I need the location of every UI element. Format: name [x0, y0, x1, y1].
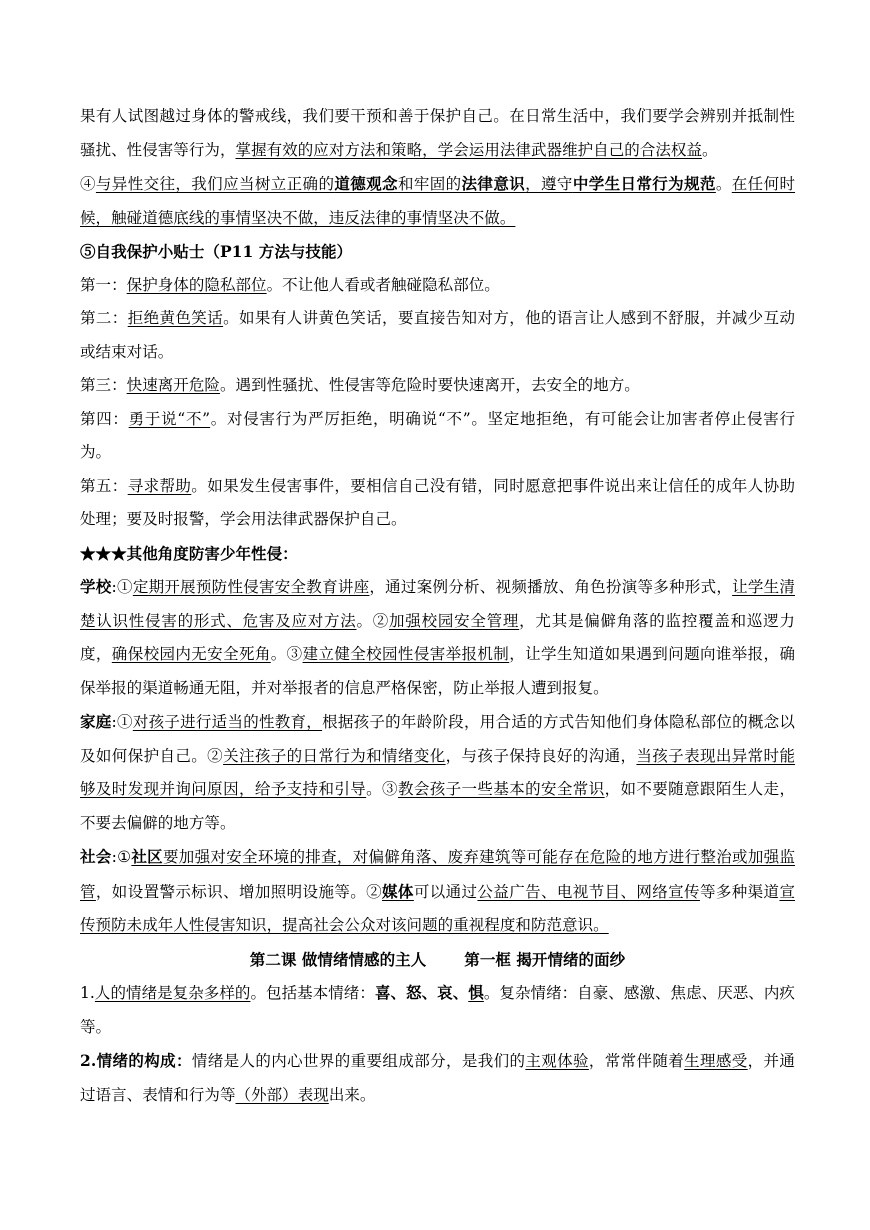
text: ，与孩子保持良好的沟通，	[445, 746, 637, 765]
text: ，如不要随意跟陌生人走，不要去偏僻的地方等。	[80, 780, 795, 832]
school-paragraph	[80, 570, 795, 705]
point-emotion-composition	[80, 1044, 795, 1112]
tip-item	[80, 403, 795, 470]
tip-key: 保护身体的隐私部位	[126, 275, 267, 294]
lesson-heading	[80, 943, 795, 977]
tip-key: 拒绝黄色笑话	[127, 309, 224, 327]
item-number: ①	[116, 713, 133, 731]
text: ，常常伴随着	[588, 1052, 685, 1070]
text: ，并通过语言、表情和行为等	[80, 1052, 795, 1104]
tip-label: 第五：	[80, 476, 128, 495]
item-number: ①	[116, 848, 132, 866]
text: 。	[715, 175, 732, 193]
tip-label: 第三：	[80, 376, 127, 394]
item-number: 1.	[80, 984, 95, 1002]
point-label: 2.情绪的构成：	[80, 1051, 192, 1070]
tip-text: 。遇到性骚扰、性侵害等危险时要快速离开，去安全的地方。	[219, 376, 640, 394]
key-point: 确保校园内无安全死角	[111, 645, 271, 663]
tip-label: 第一：	[80, 275, 127, 294]
key-term: 道德观念	[334, 174, 398, 193]
key-point: （外部）表现	[235, 1085, 329, 1104]
key-point: 生理感受	[684, 1052, 748, 1070]
text: ，通过案例分析、视频播放、角色扮演等多种形式，	[369, 578, 733, 596]
text: 。	[702, 140, 718, 159]
key-point: 人的情绪是复杂多样的	[94, 984, 251, 1002]
key-term: 中学生日常行为规范	[572, 174, 716, 193]
key-point: 宣传预防未成年人性侵害知识，提高社会公众对该问题的重视程度和防范意识。	[80, 882, 796, 934]
section-label: 家庭	[80, 712, 112, 731]
tip-text: 。对侵害行为严厉拒绝，明确说“不”。坚定地拒绝，有可能会让加害者停止侵害行为。	[80, 409, 795, 461]
key-point: 与异性交往，我们应当树立正确的	[95, 175, 335, 193]
key-term: 社区	[131, 847, 163, 866]
key-point: 建立健全校园性侵害举报机制	[302, 645, 510, 663]
tip-item	[80, 302, 795, 369]
text: 情绪是人的内心世界的重要组成部分，是我们的	[191, 1052, 526, 1070]
lesson-title: 第二课 做情绪情感的主人	[249, 949, 427, 969]
text: 。③	[366, 780, 398, 798]
key-term: 法律意识	[461, 174, 526, 193]
society-paragraph	[80, 840, 795, 943]
family-paragraph	[80, 705, 795, 840]
tip-text: 。如果发生侵害事件，要相信自己没有错，同时愿意把事件说出来让信任的成年人协助处理；要及时报警，学会用法律武器保护自己。	[80, 476, 796, 528]
text: ，让学生知道如果遇到问题向谁举报，确保举报的渠道畅通无阻，并对举报者的信息严格保密，防止举报人遭到报复。	[80, 645, 795, 697]
key-point: ，遵守	[525, 175, 573, 193]
text: :	[111, 848, 117, 866]
paragraph-opposite-sex	[80, 167, 795, 235]
point-emotions-diverse	[80, 976, 795, 1044]
key-point: 教会孩子一些基本的安全常识	[397, 780, 605, 798]
document-page	[80, 100, 795, 1112]
tip-item	[80, 269, 795, 303]
text: :	[111, 578, 117, 596]
text: 。②	[356, 611, 390, 630]
key-term: 惧	[468, 983, 484, 1002]
key-point: 要加强对安全环境的排查，对偏僻角落、废弃建筑等可能存在危险的地方进行整治或加强监管	[80, 848, 795, 901]
text: ，尤其是偏僻角落的监控覆盖和巡逻力度，	[80, 611, 795, 663]
key-point: 掌握有效的应对方法和策略，学会运用法律武器维护自己的合法权益	[235, 140, 703, 159]
text: ，如设置警示标识、增加照明设施等。②	[95, 882, 383, 901]
section-label: 社会	[80, 847, 112, 866]
key-point: 让学生清楚认识性侵害的形式、危害及应对方法	[80, 578, 795, 630]
key-term: 喜、怒、哀、	[374, 983, 469, 1002]
tip-item	[80, 369, 795, 403]
tip-text: 。不让他人看或者触碰隐私部位。	[266, 275, 500, 294]
text: 。③	[270, 645, 303, 663]
key-point: 对孩子进行适当的性教育，	[132, 713, 323, 731]
key-point: 和牢固的	[397, 175, 462, 193]
key-point: 公益广告、电视节目、网络宣传	[477, 882, 700, 901]
tip-item	[80, 470, 795, 537]
key-term: 媒体	[382, 881, 414, 901]
item-number: ①	[116, 578, 133, 596]
text: 果有人试图越过身体的警戒线，我们要干预和善于保护自己。在日常生活中，我们要学会辨别并抵制性骚扰、性侵害等行为，	[80, 107, 795, 159]
key-point: 定期开展预防性侵害安全教育讲座	[132, 578, 370, 596]
tips-heading: ⑤自我保护小贴士（P11 方法与技能）	[80, 242, 353, 261]
paragraph-self-protection	[80, 100, 795, 167]
tip-key: 勇于说“不”	[128, 409, 211, 428]
text: 根据孩子的年龄阶段，用合适的方式告知他们身体隐私部位的概念以及如何保护自己。②	[80, 713, 795, 765]
tip-key: 寻求帮助	[127, 476, 192, 495]
text: 。包括基本情绪：	[250, 984, 375, 1002]
other-angles-heading: ★★★其他角度防害少年性侵：	[80, 543, 298, 563]
key-point: 主观体验	[525, 1052, 589, 1070]
text: 。复杂情绪：自豪、感激、焦虑、厌恶、内疚等。	[80, 984, 795, 1036]
frame-title: 第一框 揭开情绪的面纱	[464, 949, 626, 969]
tip-label: 第四：	[80, 409, 129, 428]
section-label: 学校	[80, 577, 112, 596]
text: 出来。	[328, 1085, 376, 1104]
text: 等多种渠道	[699, 882, 780, 901]
tip-label: 第二：	[80, 309, 128, 327]
key-point: 在任何时候，触碰道德底线的事情坚决不做，违反法律的事情坚决不做。	[80, 175, 796, 227]
key-point: 当孩子表现出异常时能够及时发现并询问原因，给予支持和引导	[80, 746, 796, 798]
tip-text: 。如果有人讲黄色笑话，要直接告知对方，他的语言让人感到不舒服，并减少互动或结束对话。	[80, 309, 796, 361]
text: :	[111, 713, 117, 731]
item-number: ④	[80, 175, 96, 193]
key-point: 加强校园安全管理	[389, 611, 520, 630]
tip-key: 快速离开危险	[126, 376, 220, 394]
text: 可以通过	[413, 882, 478, 901]
key-point: 关注孩子的日常行为和情绪变化	[223, 746, 446, 765]
